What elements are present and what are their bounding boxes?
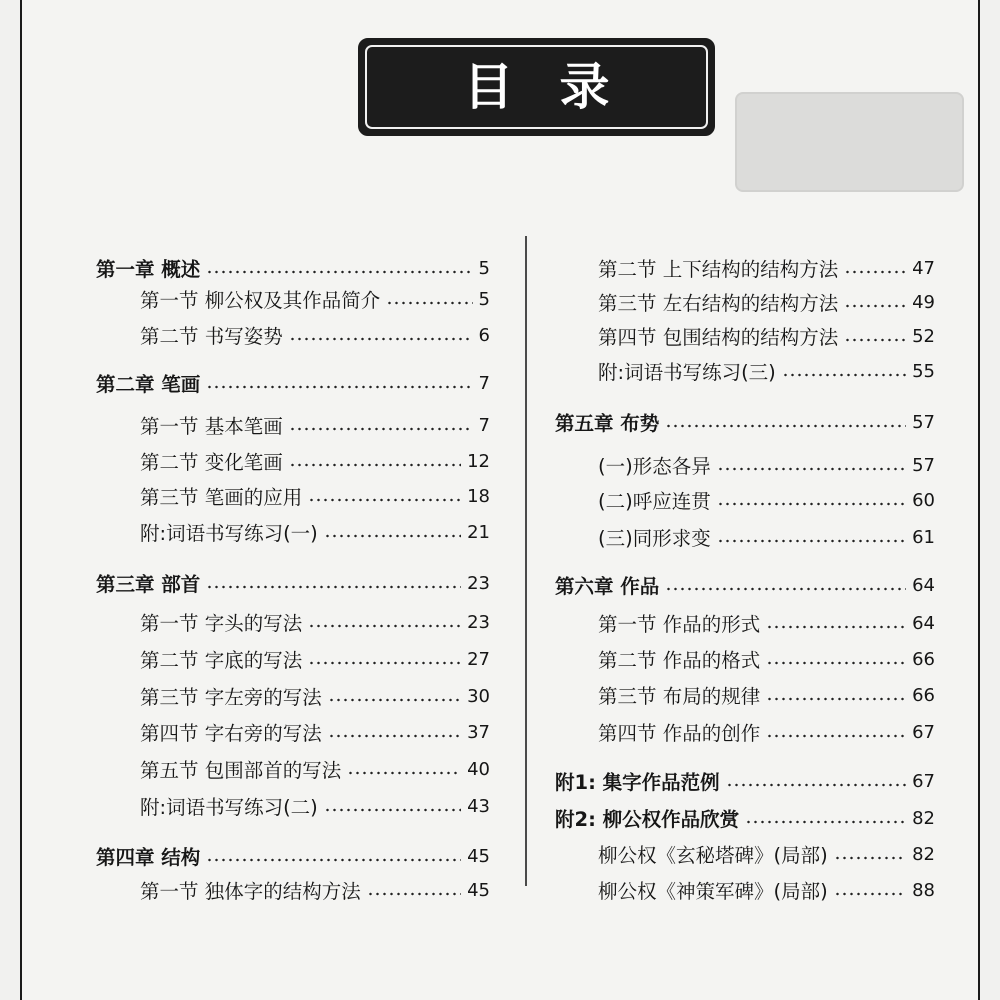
- toc-entry: [555, 800, 935, 836]
- toc-entry-title: 附1: 集字作品范例: [555, 771, 720, 794]
- toc-entry: [140, 514, 490, 550]
- leader-dots: [717, 502, 906, 506]
- toc-entry-page: 7: [478, 414, 490, 436]
- toc-entry-title: 第一章 概述: [96, 258, 201, 281]
- toc-entry-title: 第一节 基本笔画: [140, 415, 283, 438]
- toc-entry: [598, 519, 935, 555]
- toc-entry: [598, 677, 935, 713]
- toc-entry-title: 第三节 字左旁的写法: [140, 686, 322, 709]
- toc-entry-title: 第一节 作品的形式: [598, 613, 761, 636]
- toc-entry: [555, 404, 935, 440]
- toc-entry-title: (三)同形求变: [598, 527, 711, 550]
- leader-dots: [289, 463, 461, 467]
- leader-dots: [206, 858, 461, 862]
- toc-entry-page: 49: [912, 291, 935, 313]
- toc-entry-title: 第四节 包围结构的结构方法: [598, 326, 839, 349]
- toc-entry: [598, 836, 935, 872]
- leader-dots: [665, 424, 906, 428]
- show-through-stamp: [735, 92, 964, 192]
- toc-entry-page: 40: [467, 758, 490, 780]
- toc-entry-title: 柳公权《玄秘塔碑》(局部): [598, 844, 828, 867]
- toc-entry: [555, 763, 935, 799]
- toc-entry: [598, 641, 935, 677]
- toc-entry-page: 67: [912, 770, 935, 792]
- toc-entry-title: 第二节 作品的格式: [598, 649, 761, 672]
- leader-dots: [766, 625, 906, 629]
- leader-dots: [308, 661, 461, 665]
- leader-dots: [206, 270, 472, 274]
- toc-entry: [140, 788, 490, 824]
- toc-entry: [598, 447, 935, 483]
- toc-entry-title: 第三节 布局的规律: [598, 685, 761, 708]
- toc-entry: [140, 407, 490, 443]
- toc-entry-page: 60: [912, 489, 935, 511]
- leader-dots: [834, 856, 906, 860]
- toc-entry-title: 第二节 上下结构的结构方法: [598, 258, 839, 281]
- leader-dots: [726, 783, 906, 787]
- toc-entry: [598, 284, 935, 320]
- leader-dots: [844, 338, 906, 342]
- toc-entry-title: 附:词语书写练习(一): [140, 522, 318, 545]
- toc-entry-page: 52: [912, 325, 935, 347]
- leader-dots: [308, 624, 461, 628]
- toc-entry-page: 57: [912, 454, 935, 476]
- leader-dots: [367, 892, 461, 896]
- toc-entry: [140, 678, 490, 714]
- toc-entry-title: 第一节 字头的写法: [140, 612, 303, 635]
- toc-entry-page: 5: [478, 257, 490, 279]
- toc-entry-title: 第六章 作品: [555, 575, 660, 598]
- toc-entry-page: 61: [912, 526, 935, 548]
- toc-entry-title: 第二节 变化笔画: [140, 451, 283, 474]
- leader-dots: [717, 467, 906, 471]
- toc-entry: [140, 443, 490, 479]
- toc-entry-page: 45: [467, 879, 490, 901]
- toc-entry-page: 66: [912, 684, 935, 706]
- toc-entry-title: 第二章 笔画: [96, 373, 201, 396]
- toc-entry-page: 82: [912, 843, 935, 865]
- leader-dots: [665, 587, 906, 591]
- toc-entry-page: 88: [912, 879, 935, 901]
- toc-entry: [598, 482, 935, 518]
- leader-dots: [717, 539, 906, 543]
- toc-entry-title: 第二节 书写姿势: [140, 325, 283, 348]
- toc-entry-title: 第四节 作品的创作: [598, 722, 761, 745]
- toc-entry-title: 第四节 字右旁的写法: [140, 722, 322, 745]
- leader-dots: [328, 698, 461, 702]
- toc-entry-title: 柳公权《神策军碑》(局部): [598, 880, 828, 903]
- toc-entry: [140, 478, 490, 514]
- leader-dots: [745, 820, 906, 824]
- toc-entry-page: 27: [467, 648, 490, 670]
- toc-entry: [598, 250, 935, 286]
- toc-entry-page: 64: [912, 612, 935, 634]
- toc-entry-page: 47: [912, 257, 935, 279]
- toc-entry-title: 第五章 布势: [555, 412, 660, 435]
- toc-entry-title: 附:词语书写练习(二): [140, 796, 318, 819]
- toc-entry-page: 6: [478, 324, 490, 346]
- toc-entry-title: 第二节 字底的写法: [140, 649, 303, 672]
- leader-dots: [782, 373, 906, 377]
- toc-entry-title: 第三节 笔画的应用: [140, 486, 303, 509]
- toc-entry-page: 82: [912, 807, 935, 829]
- leader-dots: [289, 427, 473, 431]
- toc-entry-page: 55: [912, 360, 935, 382]
- toc-entry-title: 第四章 结构: [96, 846, 201, 869]
- toc-entry-page: 12: [467, 450, 490, 472]
- leader-dots: [347, 771, 461, 775]
- toc-entry-page: 45: [467, 845, 490, 867]
- toc-entry: [140, 604, 490, 640]
- toc-entry-page: 23: [467, 572, 490, 594]
- toc-entry: [96, 365, 490, 401]
- toc-entry: [598, 605, 935, 641]
- toc-entry-page: 66: [912, 648, 935, 670]
- toc-entry-title: 第一节 柳公权及其作品简介: [140, 289, 381, 312]
- toc-entry: [96, 565, 490, 601]
- toc-entry: [140, 641, 490, 677]
- toc-entry-page: 57: [912, 411, 935, 433]
- leader-dots: [834, 892, 906, 896]
- toc-entry-page: 21: [467, 521, 490, 543]
- toc-entry-title: 附:词语书写练习(三): [598, 361, 776, 384]
- toc-entry: [140, 714, 490, 750]
- toc-entry-page: 23: [467, 611, 490, 633]
- toc-entry: [96, 838, 490, 874]
- leader-dots: [289, 337, 473, 341]
- toc-entry: [598, 714, 935, 750]
- toc-entry-page: 67: [912, 721, 935, 743]
- toc-entry: [140, 872, 490, 908]
- toc-entry-title: (一)形态各异: [598, 455, 711, 478]
- toc-entry-page: 5: [478, 288, 490, 310]
- leader-dots: [206, 385, 472, 389]
- leader-dots: [328, 734, 461, 738]
- toc-entry: [598, 353, 935, 389]
- toc-entry-page: 18: [467, 485, 490, 507]
- leader-dots: [844, 304, 906, 308]
- toc-entry-title: 附2: 柳公权作品欣赏: [555, 808, 740, 831]
- toc-entry-page: 43: [467, 795, 490, 817]
- leader-dots: [206, 585, 461, 589]
- toc-entry: [140, 281, 490, 317]
- leader-dots: [844, 270, 906, 274]
- toc-entry-page: 7: [478, 372, 490, 394]
- toc-title: 目录: [463, 58, 656, 116]
- leader-dots: [766, 661, 906, 665]
- leader-dots: [386, 301, 472, 305]
- toc-entry-title: 第一节 独体字的结构方法: [140, 880, 361, 903]
- leader-dots: [324, 808, 461, 812]
- toc-entry-title: 第三节 左右结构的结构方法: [598, 292, 839, 315]
- leader-dots: [308, 498, 461, 502]
- toc-entry-page: 30: [467, 685, 490, 707]
- toc-entry-title: (二)呼应连贯: [598, 490, 711, 513]
- toc-entry-page: 64: [912, 574, 935, 596]
- toc-entry-title: 第五节 包围部首的写法: [140, 759, 342, 782]
- leader-dots: [766, 697, 906, 701]
- toc-entry: [140, 751, 490, 787]
- toc-entry: [598, 318, 935, 354]
- leader-dots: [766, 734, 906, 738]
- toc-entry-page: 37: [467, 721, 490, 743]
- column-divider: [525, 236, 527, 886]
- toc-entry: [598, 872, 935, 908]
- toc-title-box: [358, 38, 715, 136]
- leader-dots: [324, 534, 461, 538]
- toc-entry: [140, 317, 490, 353]
- toc-entry-title: 第三章 部首: [96, 573, 201, 596]
- toc-entry: [555, 567, 935, 603]
